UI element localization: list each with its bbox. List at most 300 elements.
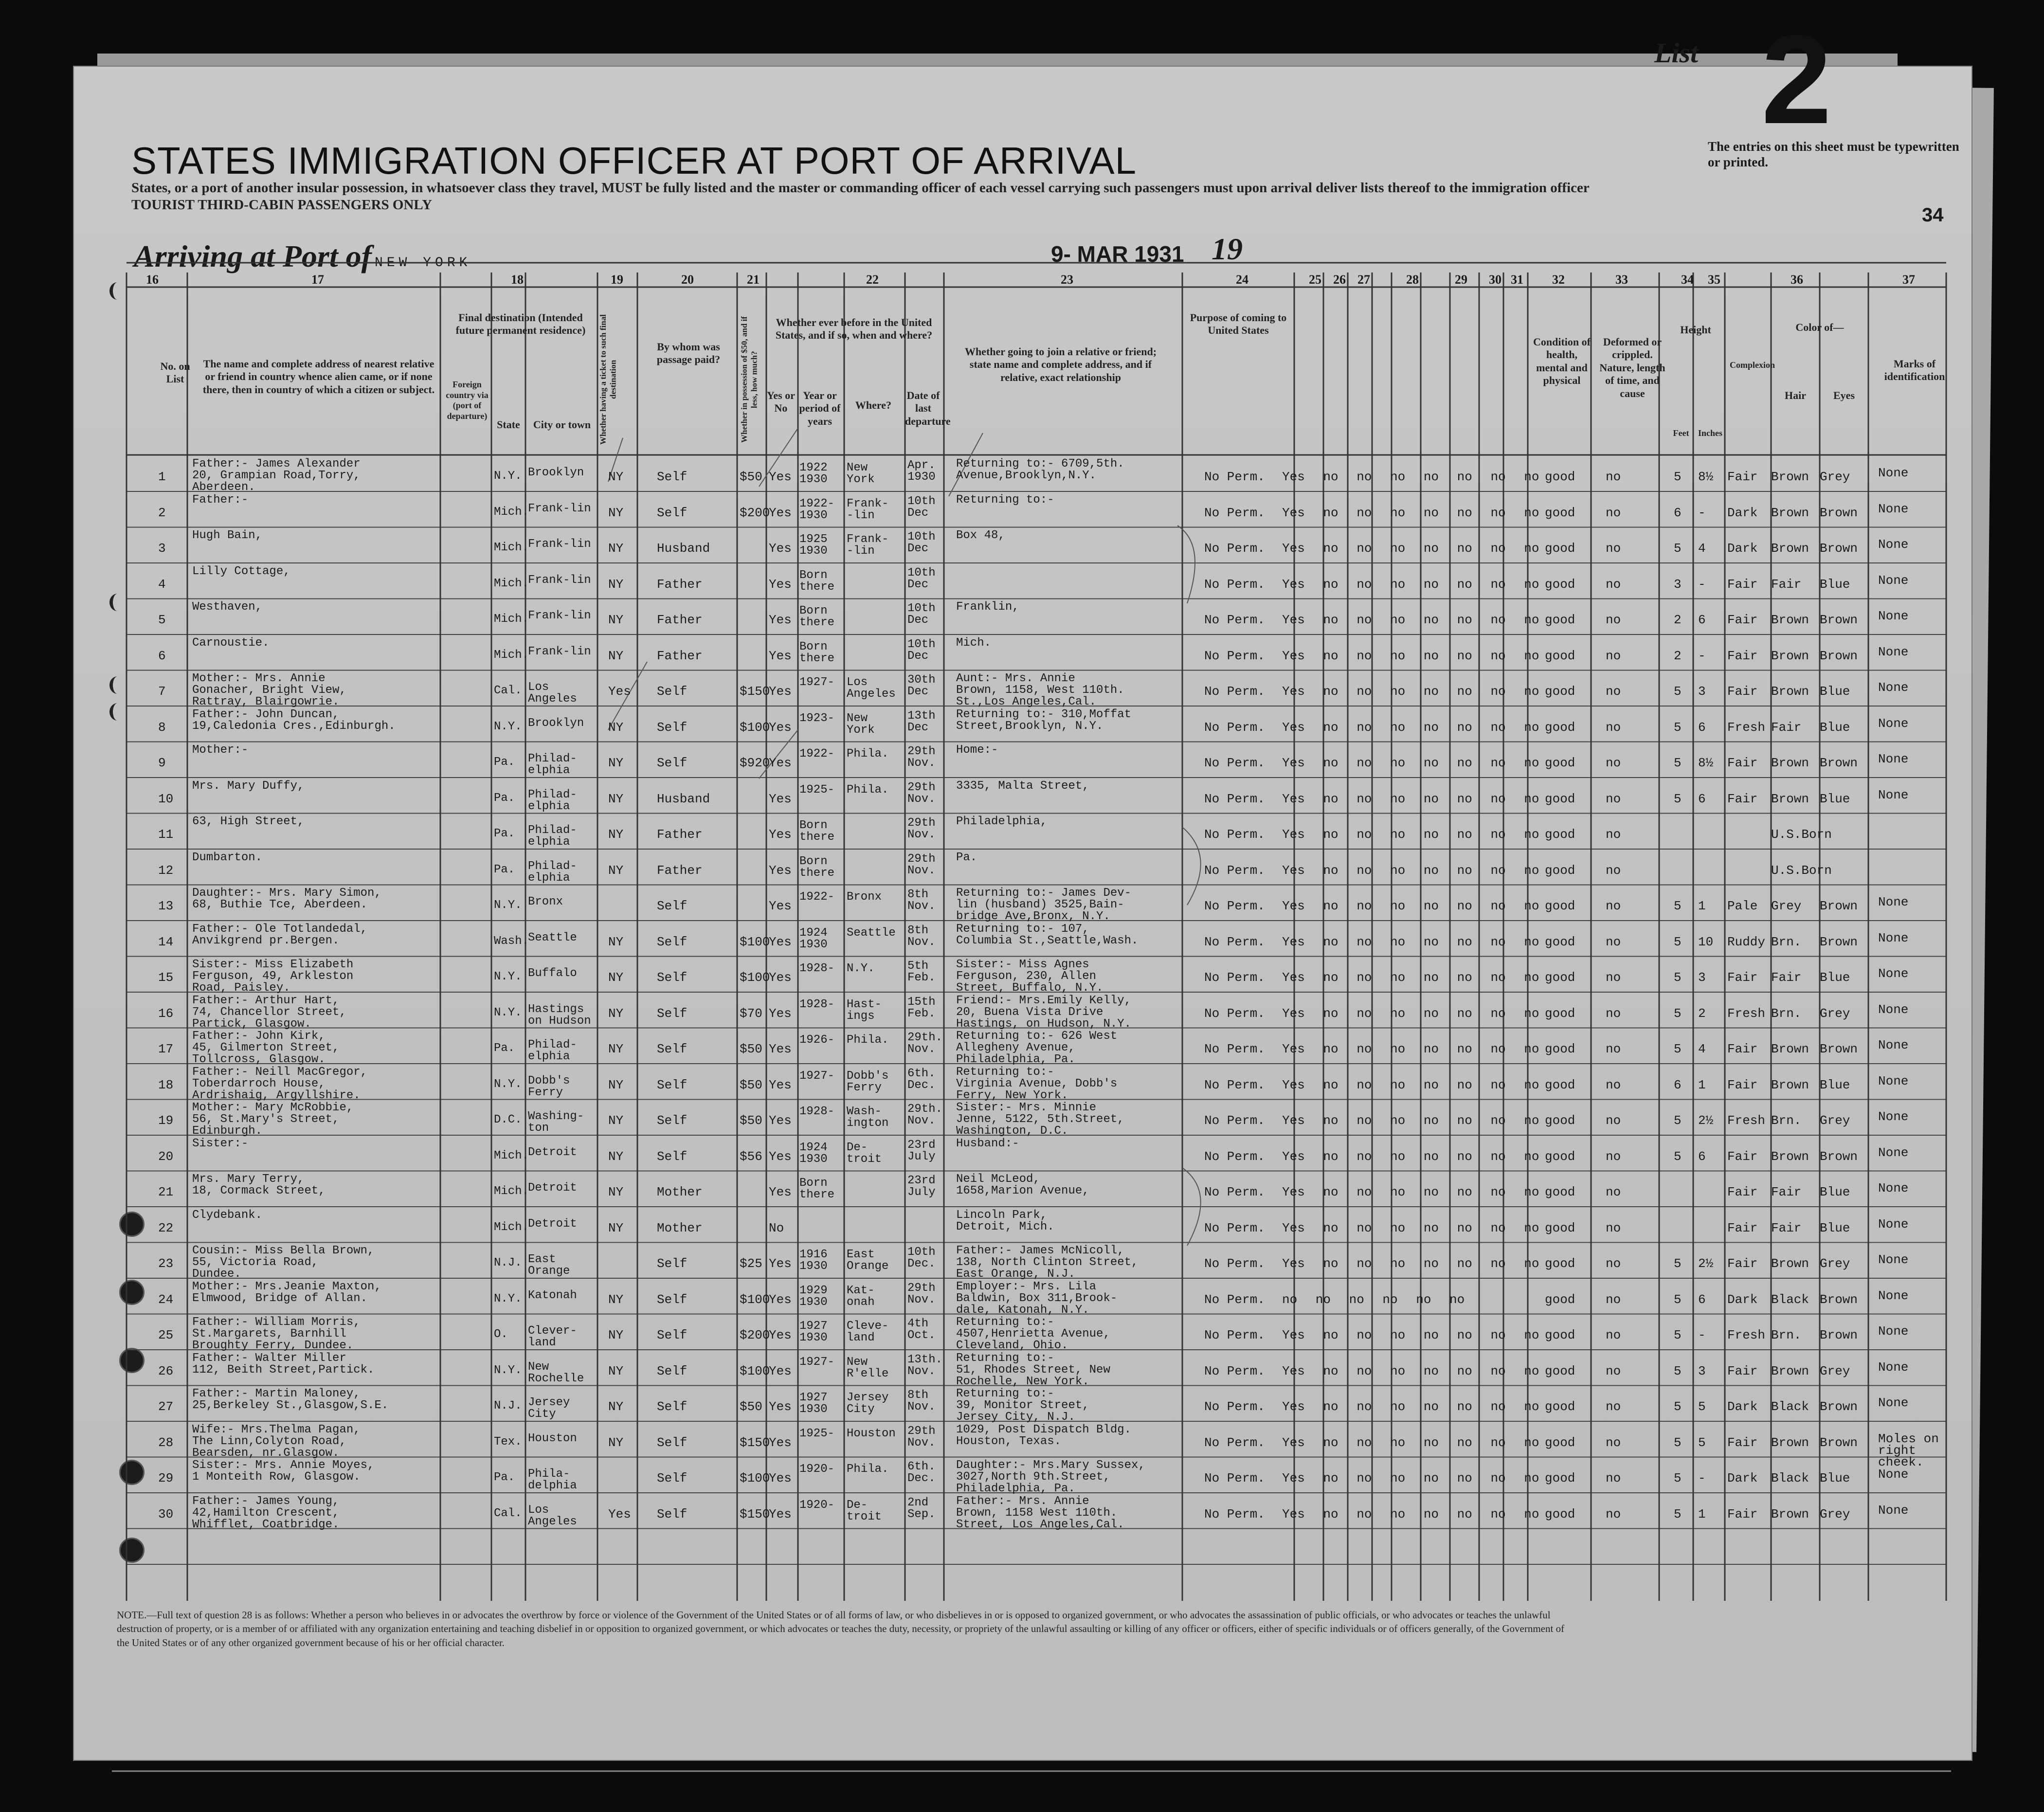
health-condition: good <box>1545 684 1575 699</box>
purpose: No Perm. <box>1204 1220 1265 1235</box>
deformed: no <box>1606 577 1621 592</box>
join-relative: 51, Rhodes Street, New <box>956 1363 1110 1377</box>
passage-paid: Father <box>657 577 703 592</box>
before-years: 1922- 1930 <box>799 497 835 522</box>
header-before-in-us: Whether ever before in the United States, and if so, when and where? <box>775 316 933 342</box>
relative-address: Toberdarroch House, <box>192 1077 326 1090</box>
destination-state: Mich. <box>494 1185 529 1198</box>
last-departure: 15th Feb. <box>907 995 936 1020</box>
destination-city: Katonah <box>528 1288 577 1302</box>
join-relative: Detroit, Mich. <box>956 1220 1054 1233</box>
before-yes-no: Yes <box>769 1471 792 1486</box>
eye-color: Blue <box>1820 577 1850 592</box>
before-yes-no: Yes <box>769 613 792 627</box>
deformed: no <box>1606 1328 1621 1342</box>
before-years: 1924 1930 <box>799 926 828 951</box>
eye-color: Brown <box>1820 505 1858 520</box>
class-line: TOURIST THIRD-CABIN PASSENGERS ONLY <box>131 197 433 213</box>
destination-state: N.J. <box>494 1399 522 1413</box>
eye-color: Blue <box>1820 791 1850 806</box>
eye-color: Brown <box>1820 648 1858 663</box>
hair-color: Fair <box>1771 1185 1802 1199</box>
purpose: No Perm. <box>1204 934 1265 949</box>
before-where: Frank- -lin <box>847 533 889 558</box>
height-feet: 5 <box>1674 1006 1682 1021</box>
complexion: Dark <box>1727 1399 1758 1414</box>
questions-25-31: Yes no no no no no no no <box>1282 541 1539 556</box>
before-yes-no: Yes <box>769 756 792 770</box>
relative-address: 56, St.Mary's Street, <box>192 1113 340 1126</box>
join-relative: Philadelphia, Pa. <box>956 1482 1075 1495</box>
relative-address: 25,Berkeley St.,Glasgow,S.E. <box>192 1399 389 1412</box>
complexion: Fair <box>1727 1042 1758 1056</box>
ticket: NY <box>608 1006 624 1021</box>
health-condition: good <box>1545 827 1575 842</box>
height-inches: - <box>1698 577 1706 592</box>
purpose: No Perm. <box>1204 1292 1265 1307</box>
before-where: Jersey City <box>847 1391 889 1416</box>
relative-address: Ferguson, 49, Arkleston <box>192 970 354 983</box>
deformed: no <box>1606 1435 1621 1450</box>
last-departure: 29th. Nov. <box>907 1031 943 1056</box>
destination-city: Detroit <box>528 1217 577 1231</box>
last-departure: 8th Nov. <box>907 888 936 913</box>
header-eyes: Eyes <box>1833 389 1855 401</box>
passage-paid: Self <box>657 1399 687 1414</box>
before-years: Born there <box>799 568 835 594</box>
join-relative: East Orange, N.J. <box>956 1268 1075 1281</box>
destination-state: Mich. <box>494 613 529 626</box>
deformed: no <box>1606 648 1621 663</box>
before-yes-no: Yes <box>769 899 792 913</box>
questions-25-31: Yes no no no no no no no <box>1282 648 1539 663</box>
relative-address: Sister:- <box>192 1137 249 1150</box>
passage-paid: Self <box>657 1256 687 1271</box>
identification-marks: None <box>1878 501 1909 516</box>
health-condition: good <box>1545 541 1575 556</box>
eye-color: Brown <box>1820 1328 1858 1342</box>
eye-color: Grey <box>1820 1006 1850 1021</box>
relative-address: Bearsden, nr.Glasgow. <box>192 1446 340 1460</box>
hair-color: Brown <box>1771 1256 1809 1271</box>
ticket: NY <box>608 863 624 878</box>
questions-25-31: Yes no no no no no no no <box>1282 1399 1539 1414</box>
relative-address: Daughter:- Mrs. Mary Simon, <box>192 887 381 900</box>
hair-color: Brown <box>1771 1149 1809 1164</box>
port-name: NEW YORK <box>375 255 471 271</box>
join-relative: Baldwin, Box 311,Brook- <box>956 1291 1118 1305</box>
ticket: Yes <box>608 684 631 699</box>
destination-state: Pa. <box>494 863 515 876</box>
before-years: 1927- <box>799 1069 835 1083</box>
row-number: 9 <box>158 756 166 770</box>
row-number: 5 <box>158 613 166 627</box>
row-number: 12 <box>158 863 174 878</box>
deformed: no <box>1606 1256 1621 1271</box>
questions-25-31: no no no no no no <box>1282 1292 1465 1307</box>
passage-paid: Self <box>657 684 687 699</box>
column-number: 30 <box>1489 272 1501 287</box>
ticket: NY <box>608 648 624 663</box>
complexion: Fair <box>1727 1363 1758 1378</box>
last-departure: 29th. Nov. <box>907 1103 943 1127</box>
hair-color: Black <box>1771 1471 1809 1486</box>
list-label: List <box>1654 37 1699 69</box>
before-yes-no: Yes <box>769 720 792 735</box>
join-relative: Returning to:- <box>956 1351 1054 1365</box>
join-relative: 1029, Post Dispatch Bldg. <box>956 1423 1132 1436</box>
height-inches: 4 <box>1698 1042 1706 1056</box>
passage-paid: Father <box>657 648 703 663</box>
before-years: 1922- <box>799 890 835 904</box>
before-yes-no: Yes <box>769 970 792 985</box>
complexion: Fair <box>1727 1435 1758 1450</box>
ticket: NY <box>608 791 624 806</box>
column-number: 28 <box>1406 272 1419 287</box>
eye-color: Brown <box>1820 1292 1858 1307</box>
column-number: 17 <box>311 272 324 287</box>
health-condition: good <box>1545 1149 1575 1164</box>
header-yes-no: Yes or No <box>766 389 796 415</box>
complexion: Dark <box>1727 505 1758 520</box>
health-condition: good <box>1545 1077 1575 1092</box>
before-yes-no: Yes <box>769 827 792 842</box>
ticket: NY <box>608 470 624 484</box>
eye-color: Brown <box>1820 1399 1858 1414</box>
relative-address: 112, Beith Street,Partick. <box>192 1363 375 1377</box>
destination-state: Pa. <box>494 1042 515 1055</box>
join-relative: dale, Katonah, N.Y. <box>956 1303 1089 1317</box>
questions-25-31: Yes no no no no no no no <box>1282 1006 1539 1021</box>
join-relative: Ferguson, 230, Allen <box>956 970 1097 983</box>
relative-address: 55, Victoria Road, <box>192 1256 319 1269</box>
questions-25-31: Yes no no no no no no no <box>1282 1471 1539 1486</box>
questions-25-31: Yes no no no no no no no <box>1282 684 1539 699</box>
health-condition: good <box>1545 1256 1575 1271</box>
hair-color: Brown <box>1771 791 1809 806</box>
passage-paid: Self <box>657 505 687 520</box>
deformed: no <box>1606 1042 1621 1056</box>
header-complexion: Complexion <box>1730 360 1775 370</box>
before-years: 1925- <box>799 783 835 797</box>
before-yes-no: Yes <box>769 1435 792 1450</box>
join-relative: Jenne, 5122, 5th.Street, <box>956 1113 1124 1126</box>
destination-state: N.J. <box>494 1256 522 1269</box>
relative-address: Father:- Ole Totlandedal, <box>192 922 368 936</box>
destination-city: Frank-lin <box>528 609 591 622</box>
destination-city: Philad-elphia <box>528 788 577 813</box>
before-years: 1927 1930 <box>799 1320 828 1344</box>
before-where: New R'elle <box>847 1355 889 1380</box>
header-join-relative: Whether going to join a relative or friend; state name and complete address, and if relative, exact relationship <box>964 345 1157 383</box>
height-inches: 1 <box>1698 1506 1706 1522</box>
hair-color: Brn. <box>1771 1006 1802 1021</box>
health-condition: good <box>1545 648 1575 663</box>
destination-city: Frank-lin <box>528 645 591 658</box>
last-departure: 2nd Sep. <box>907 1496 936 1521</box>
money-amount: $150 <box>740 1435 770 1450</box>
destination-state: N.Y. <box>494 1292 522 1305</box>
height-inches: 6 <box>1698 1149 1706 1164</box>
passage-paid: Husband <box>657 541 710 556</box>
before-where: New York <box>847 461 875 486</box>
eye-color: Brown <box>1820 1435 1858 1450</box>
header-state: State <box>497 418 520 431</box>
eye-color: Brown <box>1820 613 1858 627</box>
hair-color: Brown <box>1771 1042 1809 1056</box>
join-relative: Daughter:- Mrs.Mary Sussex, <box>956 1459 1145 1472</box>
hair-color: U.S.Born <box>1771 827 1832 842</box>
health-condition: good <box>1545 1506 1575 1522</box>
money-amount: $150 <box>740 684 770 699</box>
height-inches: 2½ <box>1698 1256 1714 1271</box>
column-number: 35 <box>1708 272 1720 287</box>
identification-marks: None <box>1878 1073 1909 1088</box>
height-inches: - <box>1698 1471 1706 1486</box>
row-number: 1 <box>158 470 166 484</box>
complexion: Fair <box>1727 1185 1758 1199</box>
hair-color: Brown <box>1771 505 1809 520</box>
column-number: 29 <box>1455 272 1467 287</box>
health-condition: good <box>1545 1220 1575 1235</box>
destination-city: Los Angeles <box>528 1503 577 1528</box>
purpose: No Perm. <box>1204 863 1265 878</box>
before-yes-no: No <box>769 1220 784 1235</box>
questions-25-31: Yes no no no no no no no <box>1282 1363 1539 1378</box>
destination-city: Brooklyn <box>528 466 584 479</box>
ticket: NY <box>608 577 624 592</box>
before-where: Phila. <box>847 747 889 761</box>
relative-address: Anvikgrend pr.Bergen. <box>192 934 340 947</box>
height-feet: 6 <box>1674 1077 1682 1092</box>
row-number: 30 <box>158 1506 174 1522</box>
health-condition: good <box>1545 756 1575 770</box>
eye-color: Blue <box>1820 684 1850 699</box>
row-number: 28 <box>158 1435 174 1450</box>
health-condition: good <box>1545 577 1575 592</box>
header-where: Where? <box>855 399 892 411</box>
join-relative: Returning to:- 6709,5th. <box>956 457 1124 471</box>
purpose: No Perm. <box>1204 470 1265 484</box>
join-relative: Brown, 1158, West 110th. <box>956 684 1124 697</box>
relative-address: Rattray, Blairgowrie. <box>192 695 340 708</box>
money-amount: $25 <box>740 1256 762 1271</box>
identification-marks: None <box>1878 1395 1909 1410</box>
relative-address: 68, Buthie Tce, Aberdeen. <box>192 898 368 911</box>
destination-state: N.Y. <box>494 470 522 483</box>
ticket: NY <box>608 613 624 627</box>
height-inches: 4 <box>1698 541 1706 556</box>
ticket: NY <box>608 1185 624 1199</box>
passage-paid: Self <box>657 720 687 735</box>
relative-address: 74, Chancellor Street, <box>192 1005 346 1019</box>
questions-25-31: Yes no no no no no no no <box>1282 1042 1539 1056</box>
column-number: 23 <box>1061 272 1073 287</box>
join-relative: 3335, Malta Street, <box>956 779 1089 793</box>
complexion: Fresh <box>1727 1328 1766 1342</box>
health-condition: good <box>1545 970 1575 985</box>
complexion: Fair <box>1727 1256 1758 1271</box>
join-relative: 4507,Henrietta Avenue, <box>956 1327 1110 1341</box>
health-condition: good <box>1545 1435 1575 1450</box>
destination-city: Hastings on Hudson <box>528 1002 591 1028</box>
passage-paid: Mother <box>657 1185 703 1199</box>
complexion: Dark <box>1727 541 1758 556</box>
destination-city: Philad-elphia <box>528 824 577 849</box>
before-years: 1928- <box>799 1105 835 1118</box>
last-departure: 6th. Dec. <box>907 1067 936 1092</box>
complexion: Dark <box>1727 1471 1758 1486</box>
identification-marks: Moles on right cheek. <box>1878 1431 1939 1469</box>
relative-address: Partick, Glasgow. <box>192 1017 311 1031</box>
last-departure: 29th Nov. <box>907 816 936 841</box>
column-number: 20 <box>681 272 694 287</box>
row-number: 29 <box>158 1471 174 1486</box>
join-relative: Returning to:- <box>956 493 1054 507</box>
before-years: 1929 1930 <box>799 1284 828 1309</box>
last-departure: 29th Nov. <box>907 745 936 770</box>
height-inches: 1 <box>1698 1077 1706 1092</box>
money-amount: $100 <box>740 970 770 985</box>
passage-paid: Self <box>657 1471 687 1486</box>
height-feet: 5 <box>1674 791 1682 806</box>
destination-state: N.Y. <box>494 970 522 983</box>
eye-color: Brown <box>1820 756 1858 770</box>
before-yes-no: Yes <box>769 934 792 949</box>
deformed: no <box>1606 1185 1621 1199</box>
health-condition: good <box>1545 1113 1575 1128</box>
relative-address: The Linn,Colyton Road, <box>192 1434 346 1448</box>
before-where: Seattle <box>847 926 896 940</box>
relative-address: 19,Caledonia Cres.,Edinburgh. <box>192 719 396 733</box>
destination-city: Philad-elphia <box>528 752 577 777</box>
height-feet: 5 <box>1674 1256 1682 1271</box>
last-departure: 29th Nov. <box>907 780 936 806</box>
complexion: Fair <box>1727 1220 1758 1235</box>
relative-address: Father:- James Young, <box>192 1494 340 1508</box>
column-number: 26 <box>1333 272 1346 287</box>
deformed: no <box>1606 1220 1621 1235</box>
join-relative: Street, Los Angeles,Cal. <box>956 1518 1124 1531</box>
deformed: no <box>1606 470 1621 484</box>
last-departure: 5th Feb. <box>907 960 936 984</box>
height-inches: 6 <box>1698 1292 1706 1307</box>
column-number: 18 <box>511 272 524 287</box>
before-yes-no: Yes <box>769 470 792 484</box>
questions-25-31: Yes no no no no no no no <box>1282 470 1539 484</box>
join-relative: Returning to:- <box>956 1065 1054 1079</box>
before-where: Bronx <box>847 890 882 904</box>
eye-color: Grey <box>1820 1363 1850 1378</box>
health-condition: good <box>1545 1471 1575 1486</box>
complexion: Fair <box>1727 684 1758 699</box>
typewritten-note: The entries on this sheet must be typewritten or printed. <box>1708 139 1959 170</box>
header-city: City or town <box>533 418 591 431</box>
questions-25-31: Yes no no no no no no no <box>1282 505 1539 520</box>
height-feet: 2 <box>1674 613 1682 627</box>
passage-paid: Self <box>657 899 687 913</box>
before-where: New York <box>847 711 875 737</box>
questions-25-31: Yes no no no no no no no <box>1282 756 1539 770</box>
header-inches: Inches <box>1698 428 1722 438</box>
relative-address: Father:- John Kirk, <box>192 1030 326 1043</box>
column-number: 27 <box>1357 272 1370 287</box>
header-hair: Hair <box>1785 389 1806 401</box>
deformed: no <box>1606 720 1621 735</box>
height-feet: 5 <box>1674 684 1682 699</box>
last-departure: 23rd July <box>907 1174 936 1199</box>
join-relative: Returning to:- 626 West <box>956 1030 1118 1043</box>
height-feet: 5 <box>1674 1399 1682 1414</box>
relative-address: Father:- Martin Maloney, <box>192 1387 361 1400</box>
deformed: no <box>1606 970 1621 985</box>
identification-marks: None <box>1878 609 1909 623</box>
destination-city: Phila-delphia <box>528 1468 577 1492</box>
relative-address: Dundee. <box>192 1268 241 1281</box>
relative-address: Father:- William Morris, <box>192 1316 361 1329</box>
relative-address: Ardrishaig, Argyllshire. <box>192 1088 361 1102</box>
money-amount: $50 <box>740 1077 762 1092</box>
hair-color: Fair <box>1771 720 1802 735</box>
height-inches: 8½ <box>1698 470 1714 484</box>
purpose: No Perm. <box>1204 970 1265 985</box>
destination-state: Pa. <box>494 827 515 840</box>
identification-marks: None <box>1878 644 1909 659</box>
questions-25-31: Yes no no no no no no no <box>1282 1328 1539 1342</box>
height-inches: 10 <box>1698 934 1714 949</box>
height-feet: 5 <box>1674 720 1682 735</box>
deformed: no <box>1606 505 1621 520</box>
destination-state: Mich. <box>494 648 529 662</box>
destination-city: Los Angeles <box>528 681 577 706</box>
before-where: Kat-onah <box>847 1284 875 1309</box>
hair-color: Brn. <box>1771 1328 1802 1342</box>
identification-marks: None <box>1878 466 1909 480</box>
deformed: no <box>1606 1113 1621 1128</box>
hair-color: Brown <box>1771 470 1809 484</box>
purpose: No Perm. <box>1204 1328 1265 1342</box>
relative-address: Tollcross, Glasgow. <box>192 1053 326 1066</box>
header-passage-paid: By whom was passage paid? <box>656 341 721 366</box>
money-amount: $200 <box>740 1328 770 1342</box>
hair-color: Brown <box>1771 684 1809 699</box>
health-condition: good <box>1545 613 1575 627</box>
height-feet: 5 <box>1674 1292 1682 1307</box>
ticket: NY <box>608 970 624 985</box>
passage-paid: Self <box>657 1006 687 1021</box>
before-years: 1927- <box>799 676 835 689</box>
complexion: Fair <box>1727 1077 1758 1092</box>
relative-address: Mrs. Mary Duffy, <box>192 779 305 793</box>
arriving-label: Arriving at Port of <box>134 239 372 273</box>
questions-25-31: Yes no no no no no no no <box>1282 827 1539 842</box>
passage-paid: Self <box>657 470 687 484</box>
destination-state: Wash. <box>494 934 529 948</box>
height-inches: 5 <box>1698 1435 1706 1450</box>
passage-paid: Self <box>657 1042 687 1056</box>
last-departure: 8th Nov. <box>907 1389 936 1413</box>
before-yes-no: Yes <box>769 1363 792 1378</box>
before-yes-no: Yes <box>769 1113 792 1128</box>
row-number: 25 <box>158 1328 174 1342</box>
relative-address: Wife:- Mrs.Thelma Pagan, <box>192 1423 361 1436</box>
relative-address: Broughty Ferry, Dundee. <box>192 1339 354 1352</box>
join-relative: Returning to:- <box>956 1387 1054 1400</box>
last-departure: 13th Dec <box>907 709 936 734</box>
join-relative: Brown, 1158 West 110th. <box>956 1506 1118 1520</box>
complexion: Pale <box>1727 899 1758 913</box>
height-feet: 5 <box>1674 1149 1682 1164</box>
